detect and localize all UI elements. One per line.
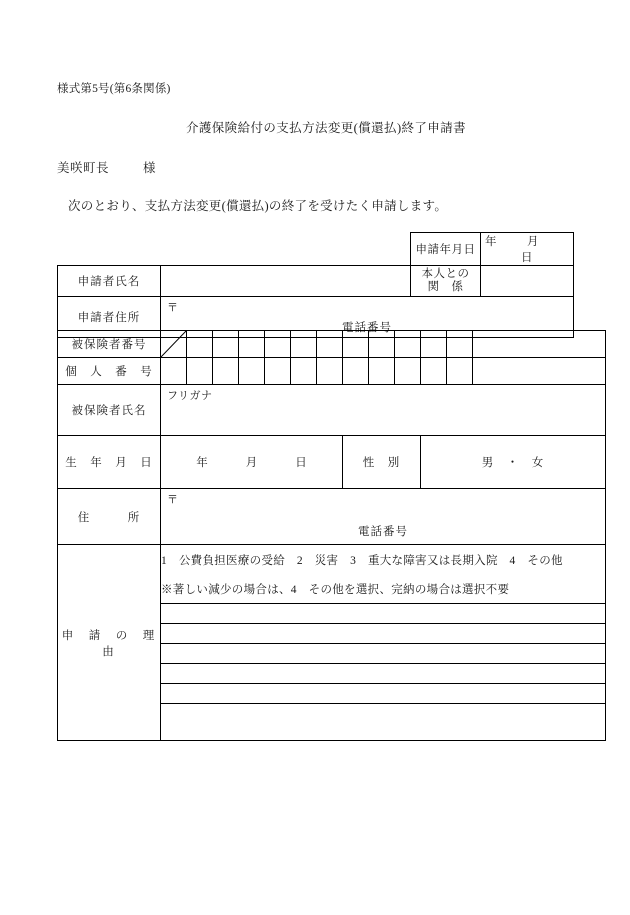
phone-label: 電話番号 (358, 526, 408, 538)
personal-number-box[interactable] (395, 358, 421, 385)
birth-year-label: 年 (196, 457, 208, 469)
zip-mark: 〒 (167, 302, 178, 314)
relation-label (411, 266, 481, 297)
birth-date-field[interactable] (161, 436, 343, 489)
insured-table (57, 330, 606, 741)
relation-label-line1: 本人との (421, 268, 470, 280)
reason-blank-line[interactable] (161, 704, 606, 741)
lead-text: 次のとおり、支払方法変更(償還払)の終了を受けたく申請します。 (68, 199, 448, 213)
applicant-name-label: 申請者氏名 (58, 266, 161, 297)
furigana-field[interactable] (161, 385, 606, 404)
insured-number-box[interactable] (161, 331, 187, 358)
insured-number-box[interactable] (239, 331, 265, 358)
date-month-label: 月 (527, 236, 539, 248)
application-date-value[interactable] (481, 233, 574, 266)
table-row (58, 266, 574, 297)
insured-number-box[interactable] (369, 331, 395, 358)
insured-address-field[interactable] (161, 489, 606, 545)
reason-option-text[interactable]: 1 公費負担医療の受給 2 災害 3 重大な障害又は長期入院 4 その他 (161, 545, 606, 576)
date-year-label: 年 (485, 236, 497, 248)
reason-note-text: ※著しい減少の場合は、4 その他を選択、完納の場合は選択不要 (161, 575, 606, 604)
table-row (58, 545, 606, 576)
addressee-name: 美咲町長 (57, 161, 110, 175)
addressee-honorific: 様 (143, 161, 157, 175)
phone-label: 電話番号 (342, 322, 392, 334)
insured-number-box[interactable] (343, 331, 369, 358)
insured-number-box[interactable] (213, 331, 239, 358)
page-title: 介護保険給付の支払方法変更(償還払)終了申請書 (185, 121, 467, 135)
insured-number-label: 被保険者番号 (58, 331, 161, 358)
reason-blank-line[interactable] (161, 684, 606, 704)
applicant-address-label: 申請者住所 (58, 297, 161, 338)
insured-number-box[interactable] (317, 331, 343, 358)
personal-number-box[interactable] (161, 358, 187, 385)
birth-day-label: 日 (295, 457, 307, 469)
personal-number-tail (473, 358, 606, 385)
addressee (57, 158, 156, 176)
zip-mark: 〒 (167, 494, 178, 506)
insured-name-field[interactable] (161, 403, 606, 436)
table-row (58, 489, 606, 545)
personal-number-box[interactable] (291, 358, 317, 385)
personal-number-box[interactable] (265, 358, 291, 385)
diagonal-slash-icon (161, 331, 186, 357)
insured-number-box[interactable] (187, 331, 213, 358)
insured-number-box[interactable] (265, 331, 291, 358)
date-day-label: 日 (521, 252, 533, 264)
application-date-label: 申請年月日 (411, 233, 481, 266)
personal-number-box[interactable] (239, 358, 265, 385)
applicant-name-field[interactable] (161, 266, 411, 297)
reason-blank-line[interactable] (161, 604, 606, 624)
personal-number-box[interactable] (447, 358, 473, 385)
birth-month-label: 月 (245, 457, 258, 469)
insured-name-label: 被保険者氏名 (58, 385, 161, 436)
personal-number-box[interactable] (369, 358, 395, 385)
gender-options[interactable]: 男 ・ 女 (421, 436, 606, 489)
personal-number-box[interactable] (317, 358, 343, 385)
birth-label: 生 年 月 日 (58, 436, 161, 489)
insured-number-box[interactable] (395, 331, 421, 358)
personal-number-label: 個 人 番 号 (58, 358, 161, 385)
applicant-table (57, 232, 574, 338)
personal-number-box[interactable] (421, 358, 447, 385)
table-row (58, 385, 606, 404)
table-row (58, 233, 574, 266)
personal-number-box[interactable] (187, 358, 213, 385)
reason-blank-line[interactable] (161, 664, 606, 684)
personal-number-box[interactable] (213, 358, 239, 385)
insured-number-tail (473, 331, 606, 358)
furigana-label: フリガナ (167, 389, 213, 402)
insured-number-box[interactable] (447, 331, 473, 358)
reason-blank-line[interactable] (161, 624, 606, 644)
personal-number-box[interactable] (343, 358, 369, 385)
table-row (58, 331, 606, 358)
reason-label: 申 請 の 理 由 (58, 545, 161, 741)
insured-number-box[interactable] (421, 331, 447, 358)
relation-label-line2: 関 係 (427, 281, 464, 293)
form-number: 様式第5号(第6条関係) (57, 83, 171, 95)
relation-field[interactable] (481, 266, 574, 297)
gender-label: 性 別 (343, 436, 421, 489)
insured-number-box[interactable] (291, 331, 317, 358)
reason-blank-line[interactable] (161, 644, 606, 664)
insured-address-label: 住 所 (58, 489, 161, 545)
table-row (58, 436, 606, 489)
table-row (58, 358, 606, 385)
